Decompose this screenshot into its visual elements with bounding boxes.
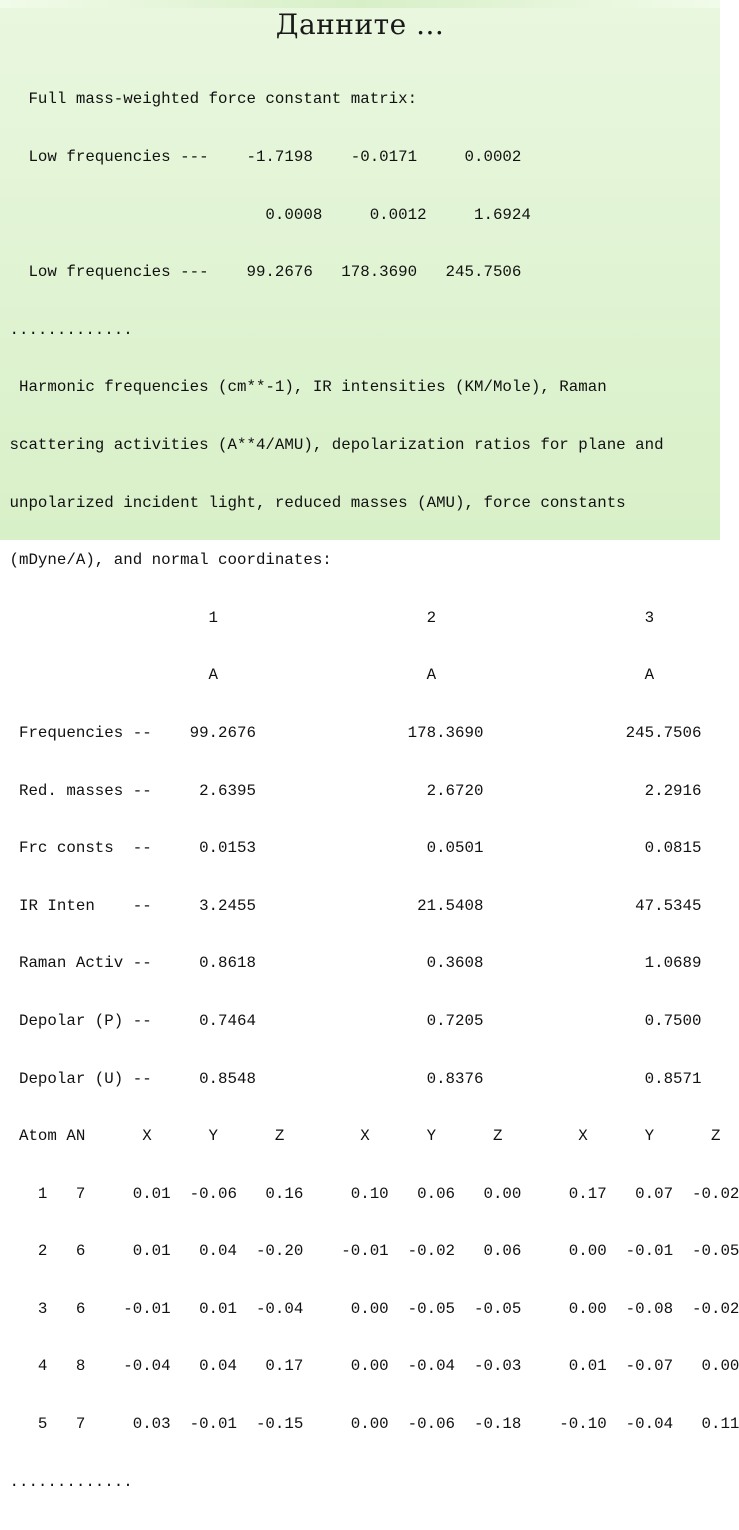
text-line: Raman Activ -- 0.8618 0.3608 1.0689: [0, 954, 702, 973]
text-line: 1 2 3: [0, 608, 655, 627]
text-line: 4 8 -0.04 0.04 0.17 0.00 -0.04 -0.03 0.01 -0.07 0.00: [0, 1357, 739, 1376]
text-line: .............: [0, 1472, 133, 1491]
text-line: Red. masses -- 2.6395 2.6720 2.2916: [0, 781, 702, 800]
text-line: A A A: [0, 666, 655, 685]
text-line: Frc consts -- 0.0153 0.0501 0.0815: [0, 839, 702, 858]
text-line: Harmonic frequencies (cm**-1), IR intensities (KM/Mole), Raman: [0, 378, 607, 397]
text-line: Frequencies -- 99.2676 178.3690 245.7506: [0, 723, 702, 742]
text-line: Low frequencies --- 99.2676 178.3690 245.7506: [0, 263, 522, 282]
text-line: (mDyne/A), and normal coordinates:: [0, 551, 332, 570]
text-line: scattering activities (A**4/AMU), depolarization ratios for plane and: [0, 435, 664, 454]
slide-title: Данните ...: [275, 8, 445, 41]
text-line: Depolar (U) -- 0.8548 0.8376 0.8571: [0, 1069, 702, 1088]
text-line: 1 7 0.01 -0.06 0.16 0.10 0.06 0.00 0.17 0.07 -0.02: [0, 1184, 739, 1203]
text-line: Low frequencies --- -1.7198 -0.0171 0.0002: [0, 148, 522, 166]
top-border: [0, 0, 720, 8]
text-line: Depolar (P) -- 0.7464 0.7205 0.7500: [0, 1011, 702, 1030]
output-text-block: [0, 52, 739, 1530]
text-line: .............: [0, 320, 133, 339]
text-line: 2 6 0.01 0.04 -0.20 -0.01 -0.02 0.06 0.00 -0.01 -0.05: [0, 1242, 739, 1261]
text-line: 3 6 -0.01 0.01 -0.04 0.00 -0.05 -0.05 0.00 -0.08 -0.02: [0, 1299, 739, 1318]
text-line: IR Inten -- 3.2455 21.5408 47.5345: [0, 896, 702, 915]
text-line: Atom AN X Y Z X Y Z X Y Z: [0, 1127, 721, 1146]
text-line: Full mass-weighted force constant matrix:: [0, 90, 418, 109]
text-line: 0.0008 0.0012 1.6924: [0, 205, 531, 224]
text-line: unpolarized incident light, reduced masses (AMU), force constants: [0, 493, 626, 512]
text-line: 5 7 0.03 -0.01 -0.15 0.00 -0.06 -0.18 -0.10 -0.04 0.11: [0, 1415, 739, 1434]
